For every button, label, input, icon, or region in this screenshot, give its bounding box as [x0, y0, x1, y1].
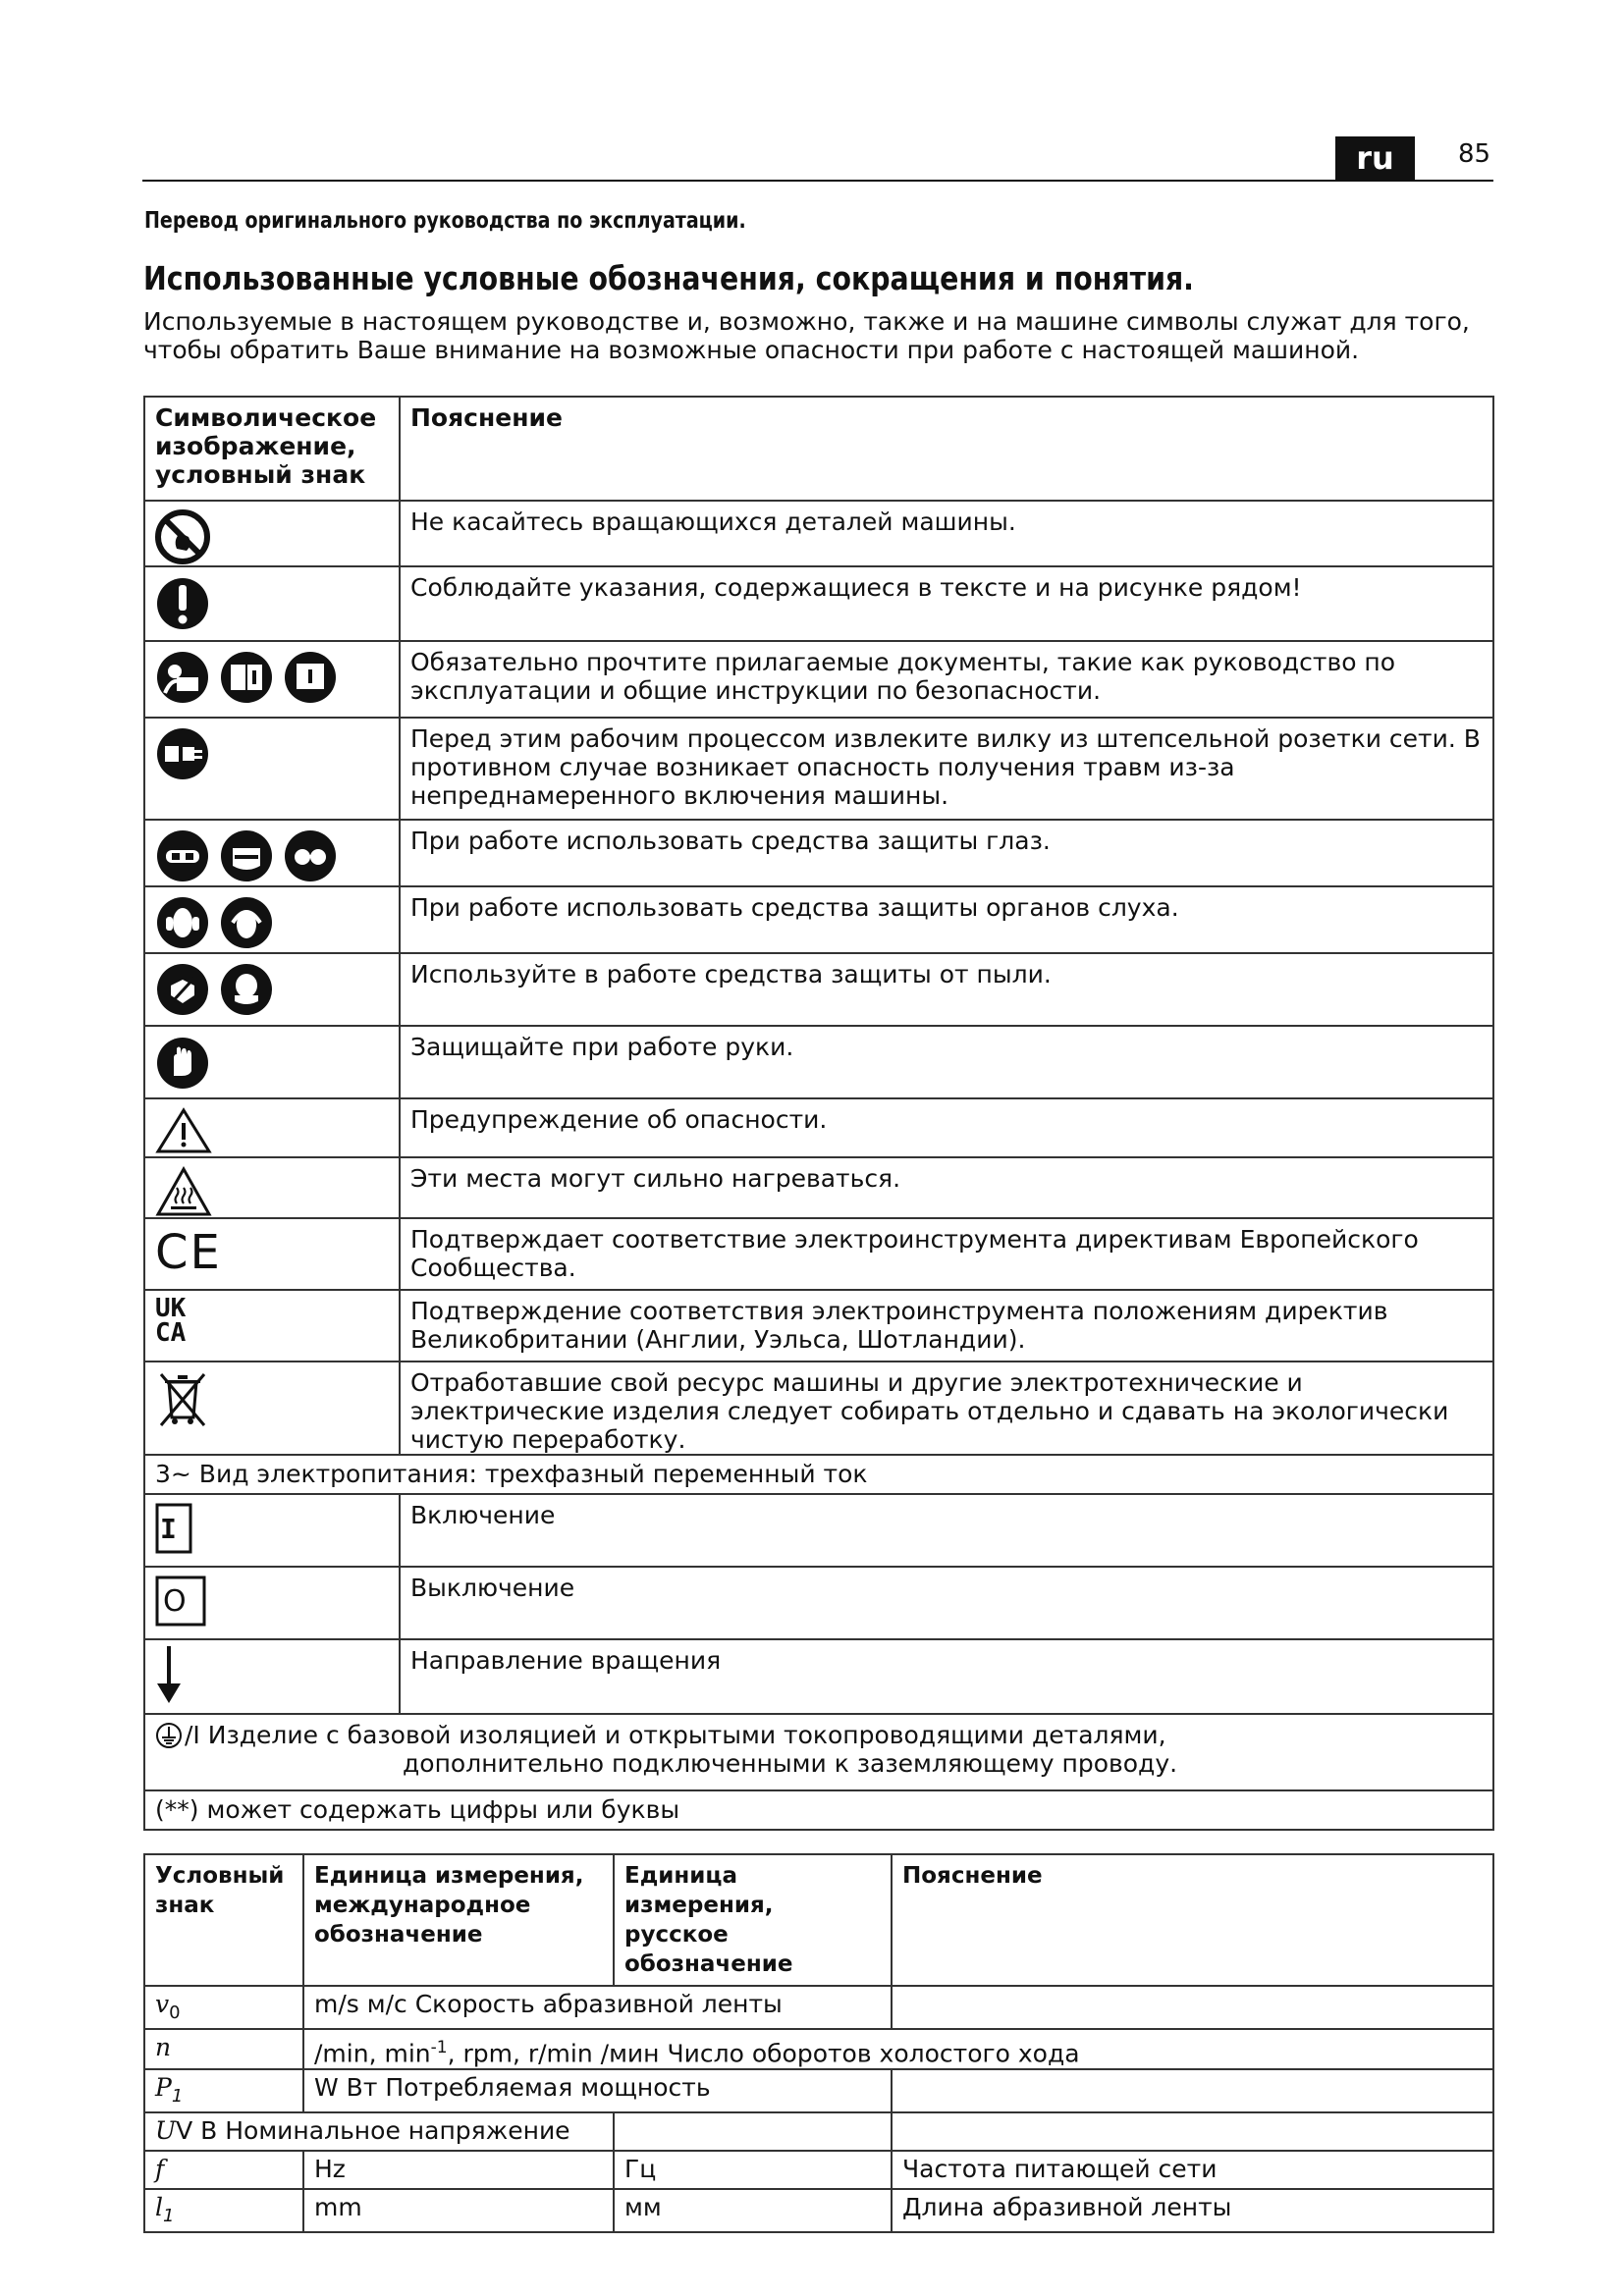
- respirator-icon: [219, 962, 274, 1017]
- row-text: Подтверждение соответствия электроинструмента положениям директив Великобритании (Англии, Уэльса, Шотландии).: [400, 1290, 1493, 1362]
- row-text: Защищайте при работе руки.: [400, 1026, 1493, 1098]
- row-text: Используйте в работе средства защиты от пыли.: [400, 953, 1493, 1026]
- row-text: Направление вращения: [400, 1639, 1493, 1714]
- units-header-explanation: Пояснение: [892, 1854, 1493, 1986]
- header-explanation: Пояснение: [400, 397, 1493, 501]
- unplug-icon: [155, 726, 210, 781]
- ear-protection-icon: [155, 895, 210, 950]
- span-3phase: 3~ Вид электропитания: трехфазный переменный ток: [144, 1455, 1493, 1494]
- row-text: Включение: [400, 1494, 1493, 1567]
- row-text: Обязательно прочтите прилагаемые документы, такие как руководство по эксплуатации и общие инструкции по безопасности.: [400, 641, 1493, 718]
- row-text: Выключение: [400, 1567, 1493, 1639]
- power-on-label: I: [160, 1512, 177, 1545]
- gloves-icon: [155, 1035, 210, 1092]
- ear-muffs-icon: [219, 895, 274, 950]
- table-row: f Hz Гц Частота питающей сети: [144, 2151, 1493, 2189]
- row-text: Соблюдайте указания, содержащиеся в тексте и на рисунке рядом!: [400, 566, 1493, 641]
- ground-icon: [155, 1722, 183, 1749]
- units-header-symbol: Условный знак: [144, 1854, 303, 1986]
- attention-icon: [155, 575, 210, 632]
- ukca-mark-icon: UK: [155, 1294, 187, 1323]
- power-off-label: O: [163, 1583, 187, 1619]
- safety-glasses-icon: [283, 828, 338, 883]
- symbols-table: [143, 396, 1494, 1831]
- span-class1-line1: /I Изделие с базовой изоляцией и открытыми токопроводящими деталями,: [185, 1721, 1166, 1749]
- table-row: UV В Номинальное напряжение: [144, 2112, 1493, 2151]
- table-row: $l_1$ mm мм Длина абразивной ленты: [144, 2189, 1493, 2232]
- row-text: Перед этим рабочим процессом извлеките вилку из штепсельной розетки сети. В противном случае возникает опасность получения травм из-за непреднамеренного включения машины.: [400, 718, 1493, 820]
- units-table: [143, 1853, 1494, 2233]
- ce-mark-icon: CE: [155, 1225, 222, 1280]
- dust-mask-icon: [155, 962, 210, 1017]
- language-badge: ru: [1335, 136, 1415, 180]
- row-text: Подтверждает соответствие электроинструмента директивам Европейского Сообщества.: [400, 1218, 1493, 1290]
- hot-surface-icon: [155, 1166, 212, 1217]
- ukca-mark-icon-line2: CA: [155, 1318, 187, 1348]
- page-number: 85: [1458, 139, 1491, 169]
- crossed-bin-icon: [155, 1370, 210, 1429]
- read-manual-icon: [155, 650, 210, 705]
- units-header-intl: Единица измерения, международное обозначение: [303, 1854, 614, 1986]
- units-header-ru: Единица измерения, русское обозначение: [614, 1854, 892, 1986]
- book-info-icon: [219, 650, 274, 705]
- table-row: n /min, $\min^{-1}$, rpm, r/min /мин Число оборотов холостого хода: [144, 2029, 1493, 2069]
- header-symbol: Символическое изображение, условный знак: [144, 397, 400, 501]
- row-text: Не касайтесь вращающихся деталей машины.: [400, 501, 1493, 566]
- table-row: $P_1$ W Вт Потребляемая мощность: [144, 2069, 1493, 2112]
- face-shield-icon: [219, 828, 274, 883]
- table-row: $v_0$ m/s м/с Скорость абразивной ленты: [144, 1986, 1493, 2029]
- page-title: Использованные условные обозначения, сокращения и понятия.: [143, 259, 1194, 297]
- row-text: Отработавшие свой ресурс машины и другие электротехнические и электрические изделия следует собирать отдельно и сдавать на экологически чистую переработку.: [400, 1362, 1493, 1455]
- span-note: (**) может содержать цифры или буквы: [144, 1790, 1493, 1830]
- no-touch-icon: [155, 509, 210, 564]
- goggles-icon: [155, 828, 210, 883]
- row-text: Эти места могут сильно нагреваться.: [400, 1157, 1493, 1218]
- row-text: При работе использовать средства защиты органов слуха.: [400, 886, 1493, 953]
- row-text: При работе использовать средства защиты глаз.: [400, 820, 1493, 886]
- row-text: Предупреждение об опасности.: [400, 1098, 1493, 1157]
- header-rule: [142, 180, 1493, 182]
- document-info-icon: [283, 650, 338, 705]
- rotation-arrow-icon: [155, 1644, 183, 1705]
- intro-paragraph: Используемые в настоящем руководстве и, возможно, также и на машине символы служат для того, чтобы обратить Ваше внимание на возможные опасности при работе с настоящей машиной.: [143, 307, 1470, 364]
- subtitle: Перевод оригинального руководства по эксплуатации.: [144, 208, 746, 234]
- span-class1-line2: дополнительно подключенными к заземляющему проводу.: [403, 1749, 1178, 1778]
- warning-triangle-icon: [155, 1107, 212, 1154]
